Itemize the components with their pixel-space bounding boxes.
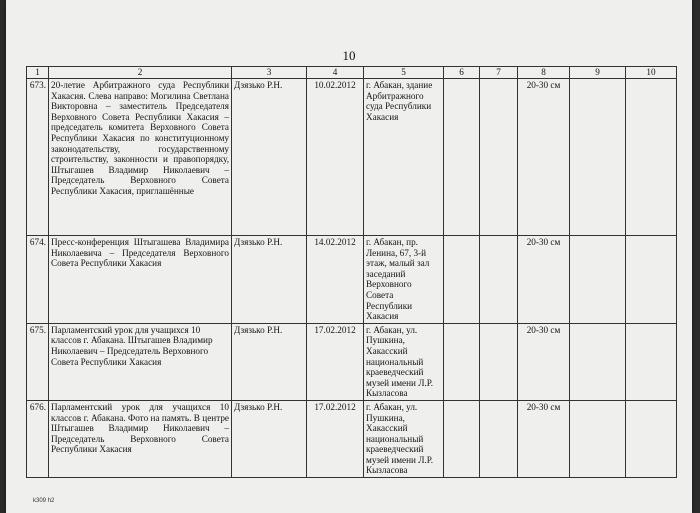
row-number: 673. [27,79,49,236]
column-header: 4 [307,67,364,79]
row-empty-cell [444,400,480,477]
row-size: 20-30 см [518,79,570,236]
row-empty-cell [626,400,677,477]
document-page [6,0,692,513]
row-place: г. Абакан, пр. Ленина, 67, 3-й этаж, малый зал заседаний Верховного Совета Республики Хакасия [364,236,444,324]
row-number: 674. [27,236,49,324]
column-header: 6 [444,67,480,79]
row-empty-cell [480,79,518,236]
column-header: 2 [49,67,232,79]
column-header: 7 [480,67,518,79]
row-empty-cell [570,79,626,236]
row-empty-cell [480,236,518,324]
row-description: Парламентский урок для учащихся 10 классов г. Абакана. Фото на память. В центре Штыгашев Владимир Николаевич – Председатель Верховного Совета Республики Хакасия [49,400,232,477]
column-header: 1 [27,67,49,79]
row-description: 20-летие Арбитражного суда Республики Хакасия. Слева направо: Могилина Светлана Викторовна – заместитель Председателя Верховного Совета Республики Хакасия – председатель комитета Верховного Совета Республики Хакасия по конституционному законодательству, государственному строительству, законности и правопорядку, Штыгашев Владимир Николаевич – Председатель Верховного Совета Республики Хакасия, приглашённые [49,79,232,236]
row-author: Дзязько Р.Н. [232,400,307,477]
row-date: 17.02.2012 [307,323,364,400]
table-row [27,400,677,477]
header-row [27,67,677,79]
row-size: 20-30 см [518,323,570,400]
row-empty-cell [480,400,518,477]
column-header: 8 [518,67,570,79]
row-empty-cell [626,79,677,236]
row-description: Пресс-конференция Штыгашева Владимира Николаевича – Председателя Верховного Совета Республики Хакасия [49,236,232,324]
row-place: г. Абакан, здание Арбитражного суда Республики Хакасия [364,79,444,236]
table-row [27,236,677,324]
row-author: Дзязько Р.Н. [232,236,307,324]
column-header: 3 [232,67,307,79]
row-place: г. Абакан, ул. Пушкина, Хакасский национальный краеведческий музей имени Л.Р. Кызласова [364,400,444,477]
row-date: 10.02.2012 [307,79,364,236]
row-author: Дзязько Р.Н. [232,79,307,236]
row-size: 20-30 см [518,400,570,477]
row-empty-cell [444,236,480,324]
footer-code: k309 h2 [33,498,55,504]
row-size: 20-30 см [518,236,570,324]
photo-registry-table [26,66,677,478]
row-empty-cell [570,236,626,324]
row-author: Дзязько Р.Н. [232,323,307,400]
column-header: 5 [364,67,444,79]
row-empty-cell [570,400,626,477]
row-empty-cell [626,323,677,400]
row-empty-cell [480,323,518,400]
row-date: 17.02.2012 [307,400,364,477]
row-number: 675. [27,323,49,400]
column-header: 9 [570,67,626,79]
row-description: Парламентский урок для учащихся 10 классов г. Абакана. Штыгашев Владимир Николаевич – Председатель Верховного Совета Республики Хакасия [49,323,232,400]
table-row [27,323,677,400]
row-empty-cell [570,323,626,400]
table-row [27,79,677,236]
row-place: г. Абакан, ул. Пушкина, Хакасский национальный краеведческий музей имени Л.Р. Кызласова [364,323,444,400]
row-empty-cell [444,79,480,236]
row-date: 14.02.2012 [307,236,364,324]
column-header: 10 [626,67,677,79]
row-empty-cell [444,323,480,400]
row-number: 676. [27,400,49,477]
row-empty-cell [626,236,677,324]
page-number: 10 [342,48,356,63]
